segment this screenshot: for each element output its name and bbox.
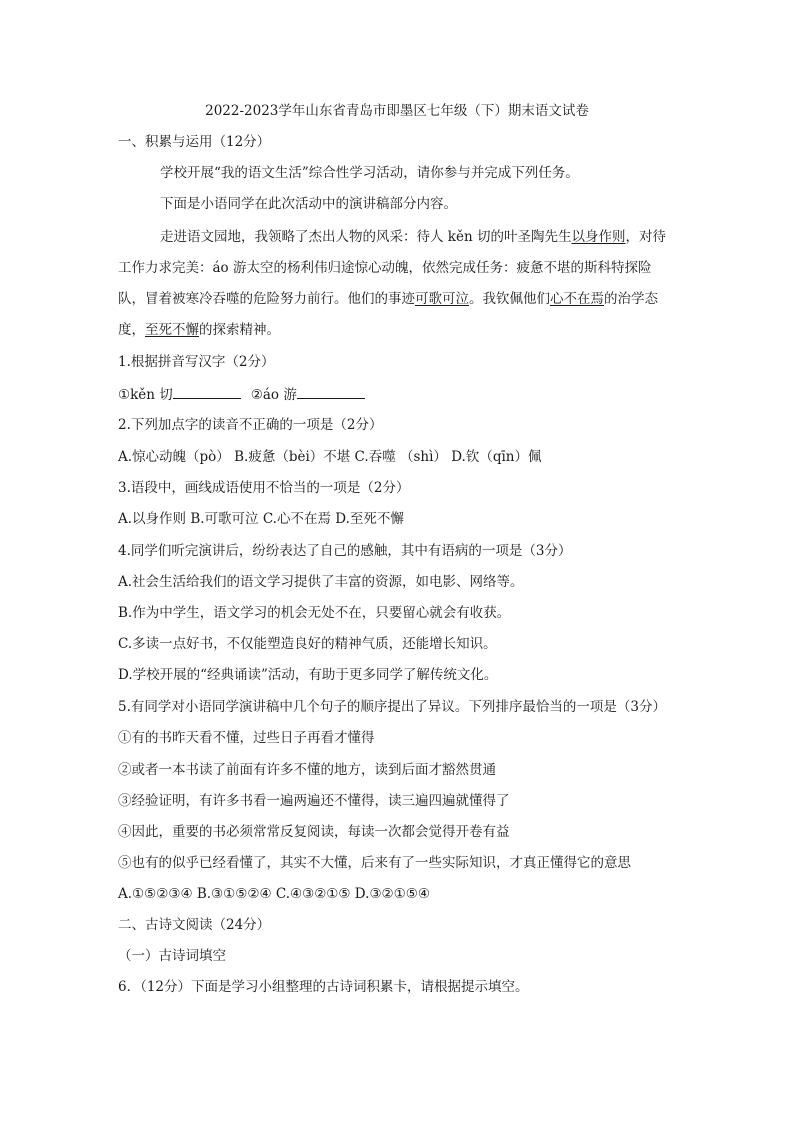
section2-heading: 二、古诗文阅读（24分） (118, 917, 271, 933)
passage-line-1 (160, 227, 666, 247)
q5-sentence-4: ④因此，重要的书必须常常反复阅读，每读一次都会觉得开卷有益 (118, 824, 510, 840)
q3-options: A.以身作则 B.可歌可泣 C.心不在焉 D.至死不懈 (118, 511, 404, 527)
passage-text: 的治学态 (604, 291, 658, 307)
passage-line-2: 工作力求完美：áo 游太空的杨利伟归途惊心动魄，依然完成任务：疲惫不堪的斯科特探险 (118, 260, 652, 276)
passage-text: 度， (118, 322, 145, 338)
q4-option-c: C.多读一点好书，不仅能塑造良好的精神气质，还能增长知识。 (118, 636, 497, 652)
section2-subheading: （一）古诗词填空 (118, 948, 226, 964)
passage-text: 的探索精神。 (199, 322, 280, 338)
q4-option-b: B.作为中学生，语文学习的机会无处不在，只要留心就会有收获。 (118, 605, 511, 621)
q1-item-a: ①kěn 切 (118, 387, 173, 403)
underlined-idiom-3: 心不在焉 (550, 291, 604, 307)
passage-line-3 (118, 289, 658, 309)
q1-item-b: ②áo 游 (250, 387, 297, 403)
intro-line-2: 下面是小语同学在此次活动中的演讲稿部分内容。 (160, 196, 457, 212)
q1-answers (118, 384, 375, 405)
q5-sentence-1: ①有的书昨天看不懂，过些日子再看才懂得 (118, 730, 375, 746)
section1-heading: 一、积累与运用（12分） (118, 134, 271, 150)
q5-sentence-5: ⑤也有的似乎已经看懂了，其实不大懂，后来有了一些实际知识，才真正懂得它的意思 (118, 855, 631, 871)
q5-stem: 5.有同学对小语同学演讲稿中几个句子的顺序提出了异议。下列排序最恰当的一项是（3分） (118, 699, 666, 715)
underlined-idiom-2: 可歌可泣 (415, 291, 469, 307)
answer-blank-a[interactable] (173, 384, 241, 399)
q5-options: A.①⑤②③④ B.③①⑤②④ C.④③②①⑤ D.③②①⑤④ (118, 886, 430, 902)
underlined-idiom-1: 以身作则 (571, 229, 626, 245)
q4-stem: 4.同学们听完演讲后，纷纷表达了自己的感触，其中有语病的一项是（3分） (118, 543, 572, 559)
passage-text: 走进语文园地，我领略了杰出人物的风采：待人 kěn 切的叶圣陶先生 (160, 229, 572, 245)
q2-stem: 2.下列加点字的读音不正确的一项是（2分） (118, 417, 383, 433)
q3-stem: 3.语段中，画线成语使用不恰当的一项是（2分） (118, 480, 410, 496)
passage-text: 。我钦佩他们 (469, 291, 550, 307)
q1-stem: 1.根据拼音写汉字（2分） (118, 354, 275, 370)
q6-stem: 6．（12分）下面是学习小组整理的古诗词积累卡，请根据提示填空。 (118, 979, 529, 995)
passage-text: 队，冒着被寒冷吞噬的危险努力前行。他们的事迹 (118, 291, 415, 307)
answer-blank-b[interactable] (297, 384, 365, 399)
q5-sentence-3: ③经验证明，有许多书看一遍两遍还不懂得，读三遍四遍就懂得了 (118, 793, 510, 809)
passage-text: ，对待 (625, 229, 666, 245)
q5-sentence-2: ②或者一本书读了前面有许多不懂的地方，读到后面才豁然贯通 (118, 762, 496, 778)
q4-option-d: D.学校开展的“经典诵读”活动，有助于更多同学了解传统文化。 (118, 667, 498, 683)
exam-title: 2022-2023学年山东省青岛市即墨区七年级（下）期末语文试卷 (205, 103, 589, 119)
q4-option-a: A.社会生活给我们的语文学习提供了丰富的资源，如电影、网络等。 (118, 574, 524, 590)
underlined-idiom-4: 至死不懈 (145, 322, 199, 338)
passage-line-4 (118, 320, 280, 340)
intro-line-1: 学校开展“我的语文生活”综合性学习活动，请你参与并完成下列任务。 (160, 165, 579, 181)
q2-options: A.惊心动魄（pò） B.疲惫（bèi）不堪 C.吞噬 （shì） D.钦（qīn）佩 (118, 449, 542, 465)
